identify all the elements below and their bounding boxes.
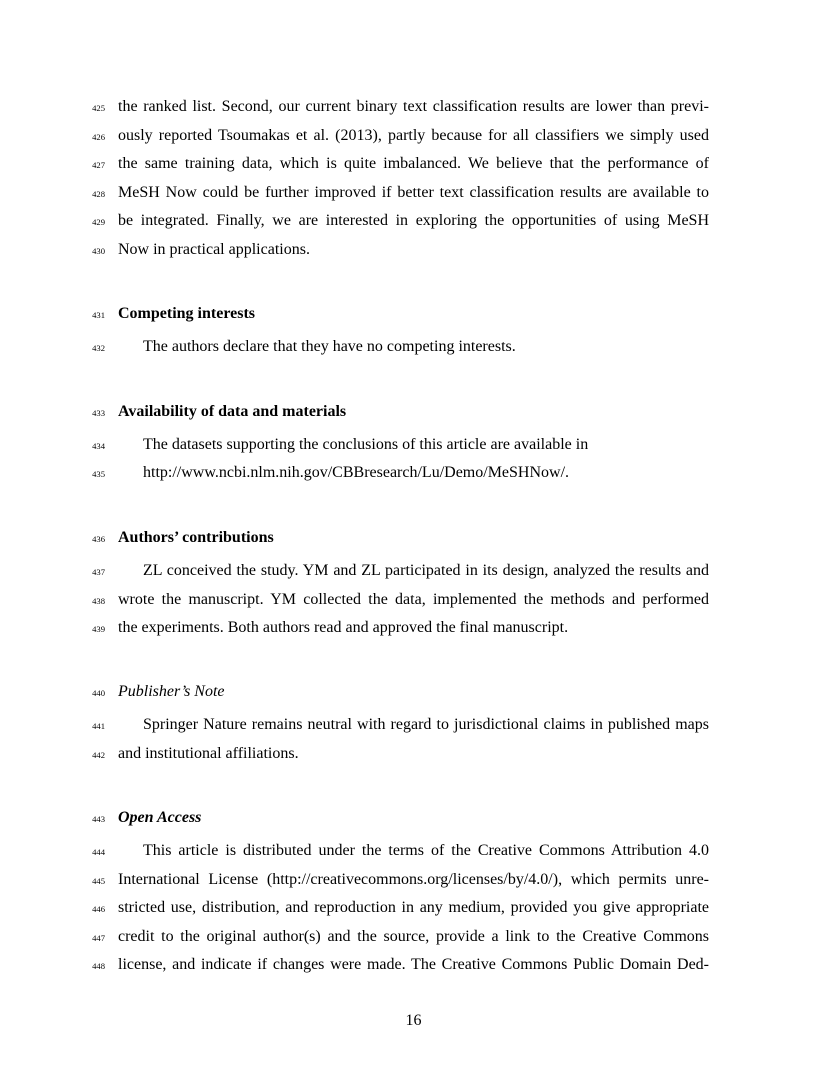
line-number: 435: [92, 469, 105, 479]
line-number: 446: [92, 904, 105, 914]
line-number: 434: [92, 441, 105, 451]
text-line: [0, 401, 827, 423]
line-number: 425: [92, 103, 105, 113]
body-text: The authors declare that they have no competing interests.: [143, 338, 516, 355]
text-line: [0, 897, 827, 919]
body-text: ZL conceived the study. YM and ZL participated in its design, analyzed the results and: [143, 562, 709, 579]
line-number: 441: [92, 721, 105, 731]
line-number: 433: [92, 408, 105, 418]
line-number: 442: [92, 750, 105, 760]
text-line: [0, 807, 827, 829]
body-text: Springer Nature remains neutral with regard to jurisdictional claims in published maps: [143, 716, 709, 733]
body-text: be integrated. Finally, we are interested in exploring the opportunities of using MeSH: [118, 212, 709, 229]
text-line: [0, 434, 827, 456]
body-text: wrote the manuscript. YM collected the data, implemented the methods and performed: [118, 591, 709, 608]
body-text: and institutional affiliations.: [118, 745, 299, 762]
body-text: This article is distributed under the terms of the Creative Commons Attribution 4.0: [143, 842, 709, 859]
section-heading-authors-contributions: Authors’ contributions: [118, 529, 274, 546]
line-number: 426: [92, 132, 105, 142]
text-line: [0, 714, 827, 736]
data-url: http://www.ncbi.nlm.nih.gov/CBBresearch/Lu/Demo/MeSHNow/.: [143, 464, 570, 481]
body-text: the experiments. Both authors read and approved the final manuscript.: [118, 619, 569, 636]
line-number: 431: [92, 310, 105, 320]
section-heading-publishers-note: Publisher’s Note: [118, 683, 225, 700]
text-line: [0, 617, 827, 639]
section-heading-competing-interests: Competing interests: [118, 305, 256, 322]
line-number: 427: [92, 160, 105, 170]
body-text: the ranked list. Second, our current binary text classification results are lower than previ-: [118, 98, 709, 115]
text-line: [0, 869, 827, 891]
text-line: [0, 462, 827, 484]
text-line: [0, 743, 827, 765]
page-number: 16: [405, 1012, 422, 1029]
line-number: 443: [92, 814, 105, 824]
line-number: 438: [92, 596, 105, 606]
text-line: [0, 210, 827, 232]
line-number: 439: [92, 624, 105, 634]
text-line: [0, 153, 827, 175]
body-text: Now in practical applications.: [118, 241, 310, 258]
text-line: [0, 926, 827, 948]
section-heading-open-access: Open Access: [118, 809, 202, 826]
line-number: 430: [92, 246, 105, 256]
line-number: 444: [92, 847, 105, 857]
text-line: [0, 303, 827, 325]
text-line: [0, 681, 827, 703]
text-line: [0, 336, 827, 358]
text-line: [0, 96, 827, 118]
text-line: [0, 560, 827, 582]
line-number: 428: [92, 189, 105, 199]
line-number: 429: [92, 217, 105, 227]
text-line: [0, 840, 827, 862]
body-text: MeSH Now could be further improved if better text classification results are available to: [118, 184, 709, 201]
body-text: ously reported Tsoumakas et al. (2013), partly because for all classifiers we simply used: [118, 127, 709, 144]
text-line: [0, 182, 827, 204]
line-number: 436: [92, 534, 105, 544]
line-number: 447: [92, 933, 105, 943]
line-number: 448: [92, 961, 105, 971]
body-text: the same training data, which is quite imbalanced. We believe that the performance of: [118, 155, 709, 172]
text-line: [0, 954, 827, 976]
text-line: [0, 125, 827, 147]
body-text: The datasets supporting the conclusions of this article are available in: [143, 436, 589, 453]
body-text: International License (http://creativecommons.org/licenses/by/4.0/), which permits unre-: [118, 871, 709, 888]
text-line: [0, 527, 827, 549]
section-heading-availability: Availability of data and materials: [118, 403, 347, 420]
body-text: license, and indicate if changes were made. The Creative Commons Public Domain Ded-: [118, 956, 709, 973]
line-number: 437: [92, 567, 105, 577]
text-line: [0, 589, 827, 611]
line-number: 432: [92, 343, 105, 353]
body-text: stricted use, distribution, and reproduction in any medium, provided you give appropriate: [118, 899, 709, 916]
body-text: credit to the original author(s) and the source, provide a link to the Creative Commons: [118, 928, 709, 945]
line-number: 445: [92, 876, 105, 886]
text-line: [0, 239, 827, 261]
line-number: 440: [92, 688, 105, 698]
